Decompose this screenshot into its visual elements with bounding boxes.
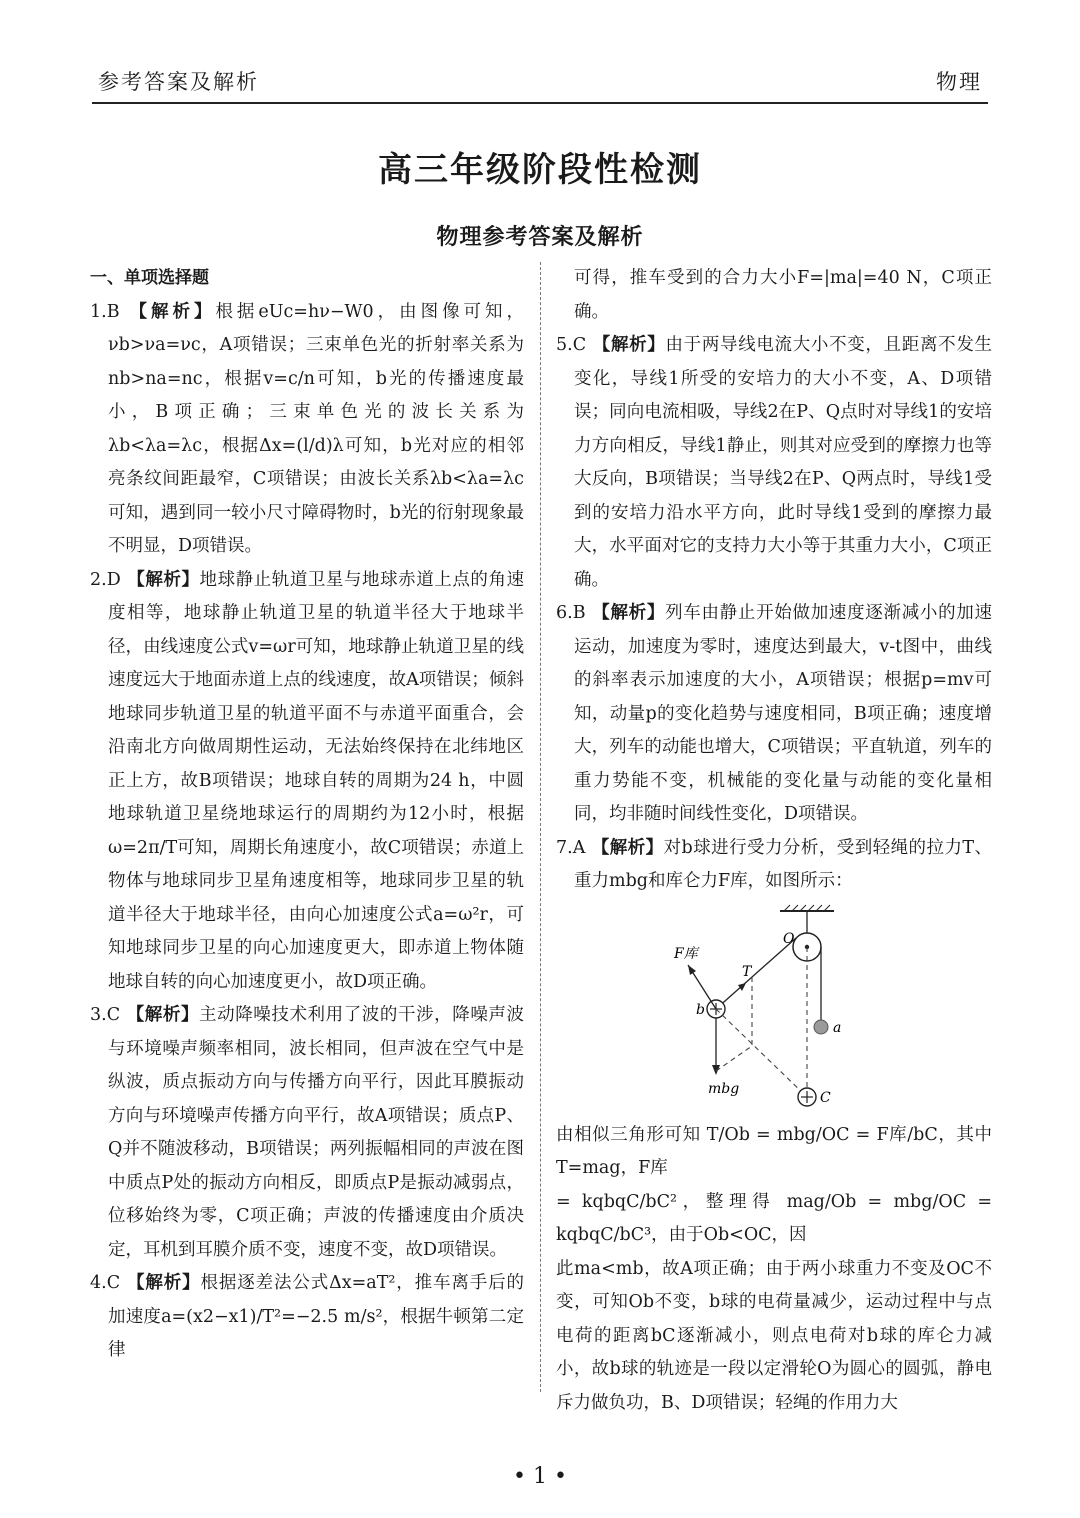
- answer-7-equation-1: 由相似三角形可知 T/Ob = mbg/OC = F库/bC，其中 T=mag，F库: [556, 1124, 992, 1178]
- analysis-tag: 【解析】: [592, 335, 666, 355]
- rope-to-b: [716, 938, 796, 1009]
- section-heading: 一、单项选择题: [90, 268, 209, 288]
- answer-7: [556, 832, 992, 899]
- ball-a: [814, 1020, 828, 1034]
- analysis-tag: 【解析】: [126, 1005, 200, 1025]
- right-column: [556, 262, 992, 1420]
- answer-4-continued: [556, 262, 992, 329]
- column-divider: [540, 262, 541, 1392]
- answer-4-text-continued: 可得，推车受到的合力大小F=|ma|=40 N，C项正确。: [574, 268, 992, 322]
- answer-6-number: 6.B: [556, 603, 586, 623]
- answer-5-text: 由于两导线电流大小不变，且距离不发生变化，导线1所受的安培力的大小不变，A、D项错误；同向电流相吸，导线2在P、Q点时对导线1的安培力方向相反，导线1静止，则其对应受到的摩擦力也等大反向，B项错误；当导线2在P、Q两点时，导线1受到的安培力沿水平方向，此时导线1受到的摩擦力最大，水平面对它的支持力大小等于其重力大小，C项正确。: [574, 335, 993, 590]
- page-number: • 1 •: [513, 1464, 567, 1489]
- label-mg: mbg: [708, 1080, 740, 1097]
- force-F-arrowhead: [688, 965, 696, 975]
- label-b: b: [696, 1001, 705, 1018]
- answer-4: [90, 1267, 524, 1368]
- answer-1: [90, 296, 524, 564]
- force-T-arrowhead: [738, 983, 746, 991]
- answer-1-number: 1.B: [90, 301, 120, 322]
- analysis-tag: 【解析】: [125, 301, 216, 322]
- answer-3: [90, 999, 524, 1267]
- label-C: C: [820, 1089, 831, 1106]
- answer-1-text: 根据eUc=hν−W0，由图像可知，νb>νa=νc，A项错误；三束单色光的折射率关系为nb>na=nc，根据v=c/n可知，b光的传播速度最小，B项正确；三束单色光的波长关系为λb<λa=λc，根据Δx=(l/d)λ可知，b光对应的相邻亮条纹间距最窄，C项错误；由波长关系λb<λa=λc可知，遇到同一较小尺寸障碍物时，b光的衍射现象最不明显，D项错误。: [108, 301, 525, 556]
- force-diagram: [672, 903, 872, 1113]
- page-subtitle: 物理参考答案及解析: [436, 225, 644, 250]
- answer-4-number: 4.C: [90, 1273, 121, 1293]
- answer-7-number: 7.A: [556, 837, 586, 858]
- answer-2: [90, 564, 524, 1000]
- answer-2-text: 地球静止轨道卫星与地球赤道上点的角速度相等，地球静止轨道卫星的轨道半径大于地球半径，由线速度公式v=ωr可知，地球静止轨道卫星的线速度远大于地面赤道上点的线速度，故A项错误；倾斜地球同步轨道卫星的轨道平面不与赤道平面重合，会沿南北方向做周期性运动，无法始终保持在北纬地区正上方，故B项错误；地球自转的周期为24 h，中圆地球轨道卫星绕地球运行的周期约为12小时，根据ω=2π/T可知，周期长角速度小，故C项错误；赤道上物体与地球同步卫星角速度相等，地球同步卫星的轨道半径大于地球半径，由向心加速度公式a=ω²r，可知地球同步卫星的向心加速度更大，即赤道上物体随地球自转的向心加速度更小，故D项正确。: [108, 569, 525, 992]
- answer-6: [556, 597, 992, 832]
- label-T: T: [742, 963, 752, 980]
- header-left: 参考答案及解析: [98, 70, 259, 94]
- analysis-tag: 【解析】: [126, 1273, 201, 1293]
- left-column: [90, 262, 524, 1368]
- header-subject: 物理: [936, 70, 982, 94]
- analysis-tag: 【解析】: [591, 837, 664, 858]
- analysis-tag: 【解析】: [591, 603, 666, 623]
- label-a: a: [833, 1019, 842, 1036]
- label-O: O: [783, 930, 795, 947]
- answer-7-text-continued: 此ma<mb，故A项正确；由于两小球重力不变及OC不变，可知Ob不变，b球的电荷量减少，运动过程中与点电荷的距离bC逐渐减小，则点电荷对b球的库仑力减小，故b球的轨迹是一段以定滑轮O为圆心的圆弧，静电斥力做负功，B、D项错误；轻绳的作用力大: [556, 1258, 992, 1413]
- force-mg-arrowhead: [712, 1065, 720, 1075]
- page-title: 高三年级阶段性检测: [378, 150, 702, 190]
- label-F: F库: [674, 945, 698, 962]
- answer-3-text: 主动降噪技术利用了波的干涉，降噪声波与环境噪声频率相同，波长相同，但声波在空气中是纵波，质点振动方向与传播方向平行，因此耳膜振动方向与环境噪声传播方向平行，故A项错误；质点P、Q并不随波移动，B项错误；两列振幅相同的声波在图中质点P处的振动方向相反，即质点P是振动减弱点，位移始终为零，C项正确；声波的传播速度由介质决定，耳机到耳膜介质不变，速度不变，故D项错误。: [108, 1005, 525, 1260]
- answer-7-text: 对b球进行受力分析，受到轻绳的拉力T、重力mbg和库仑力F库，如图所示：: [574, 837, 993, 891]
- answer-6-text: 列车由静止开始做加速度逐渐减小的加速运动，加速度为零时，速度达到最大，v-t图中，曲线的斜率表示加速度的大小，A项错误；根据p=mv可知，动量p的变化趋势与速度相同，B项正确；速度增大，列车的动能也增大，C项错误；平直轨道，列车的重力势能不变，机械能的变化量与动能的变化量相同，均非随时间线性变化，D项错误。: [574, 603, 993, 824]
- answer-5: [556, 329, 992, 597]
- answer-4-text: 根据逐差法公式Δx=aT²，推车离手后的加速度a=(x2−x1)/T²=−2.5 m/s²，根据牛顿第二定律: [108, 1273, 524, 1360]
- answer-2-number: 2.D: [90, 569, 121, 590]
- answer-7-equation-2: = kqbqC/bC²，整理得 mag/Ob = mbg/OC = kqbqC/bC³，由于Ob<OC，因: [556, 1191, 992, 1245]
- dashed-resultant: [716, 1046, 752, 1071]
- page-header: [92, 62, 988, 104]
- answer-5-number: 5.C: [556, 335, 587, 355]
- analysis-tag: 【解析】: [126, 569, 200, 590]
- answer-3-number: 3.C: [90, 1005, 121, 1025]
